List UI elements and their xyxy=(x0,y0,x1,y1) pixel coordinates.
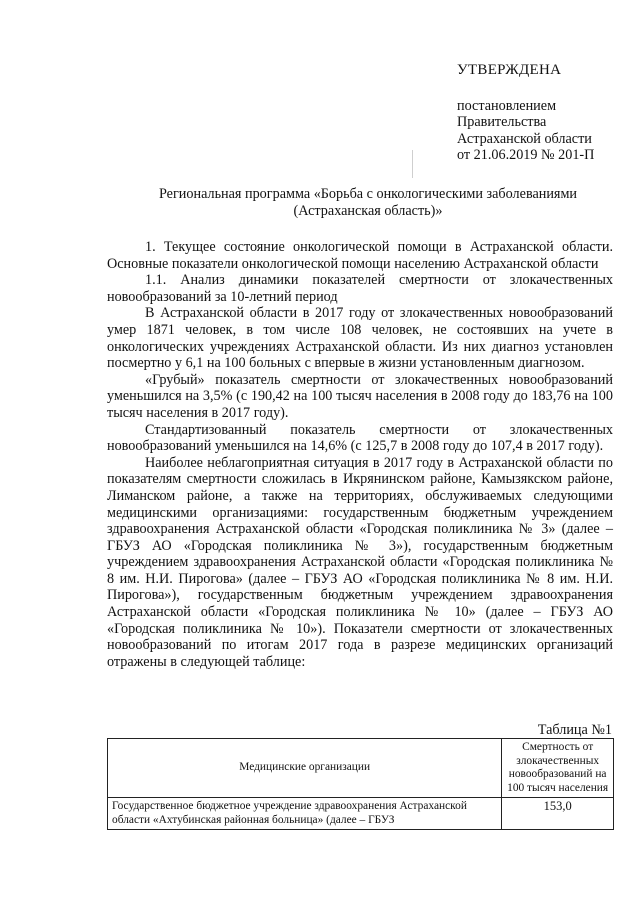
table-row xyxy=(108,798,614,830)
paragraph: Стандартизованный показатель смертности от злокачественных новообразований уменьшился на 14,6% (с 125,7 в 2008 году до 107,4 в 2017 году). xyxy=(107,421,613,455)
paragraph: «Грубый» показатель смертности от злокачественных новообразований уменьшился на 3,5% (с 190,42 на 100 тысяч населения в 2008 году до 183,76 на 100 тысяч населения в 2017 году). xyxy=(107,371,613,421)
mortality-table xyxy=(107,738,614,830)
approval-line: от 21.06.2019 № 201-П xyxy=(457,147,595,164)
table-cell-organization: Государственное бюджетное учреждение здравоохранения Астраханской области «Ахтубинская районная больница» (далее – ГБУЗ xyxy=(108,798,502,830)
section-heading: 1. Текущее состояние онкологической помощи в Астраханской области. Основные показатели онкологической помощи населению Астраханской области xyxy=(107,239,613,272)
approval-line: постановлением xyxy=(457,97,557,114)
approval-line: Правительства xyxy=(457,114,547,131)
document-body xyxy=(107,239,613,670)
title-line-2: (Астраханская область)» xyxy=(293,202,443,219)
approval-line: Астраханской области xyxy=(457,130,592,147)
column-header-mortality: Смертность от злокачественных новообразований на 100 тысяч населения xyxy=(502,739,614,798)
approval-stamp xyxy=(457,62,594,164)
paragraph: В Астраханской области в 2017 году от злокачественных новообразований умер 1871 человек, в том числе 108 человек, не состоявших на учете в онкологических учреждениях Астраханской области. Из них диагноз установлен посмертно у 6,1 на 100 больных с впервые в жизни установленным диагнозом. xyxy=(107,305,613,372)
table-caption: Таблица №1 xyxy=(537,722,612,738)
document-title xyxy=(108,186,628,220)
title-line-1: Региональная программа «Борьба с онкологическими заболеваниями xyxy=(158,186,578,202)
table-header-row xyxy=(108,739,614,798)
paragraph: Наиболее неблагоприятная ситуация в 2017 году в Астраханской области по показателям смертности сложилась в Икрянинском районе, Камызякском районе, Лиманском районе, а также на территориях, обслуживаемых следующими медицинскими организациями: государственным бюджетным учреждением здравоохранения Астраханской области «Городская поликлиника № 3» (далее – ГБУЗ АО «Городская поликлиника № 3»), государственным бюджетным учреждением здравоохранения Астраханской области «Городская поликлиника № 8 им. Н.И. Пирогова» (далее – ГБУЗ АО «Городская поликлиника № 8 им. Н.И. Пирогова»), государственным бюджетным учреждением здравоохранения Астраханской области «Городская поликлиника № 10» (далее – ГБУЗ АО «Городская поликлиника № 10»). Показатели смертности от злокачественных новообразований по итогам 2017 года в разрезе медицинских организаций отражены в следующей таблице: xyxy=(107,454,613,670)
column-header-organizations: Медицинские организации xyxy=(108,739,502,798)
subsection-heading: 1.1. Анализ динамики показателей смертности от злокачественных новообразований за 10-летний период xyxy=(107,272,613,305)
table-cell-value: 153,0 xyxy=(502,798,614,830)
approval-heading: УТВЕРЖДЕНА xyxy=(457,62,562,78)
scan-artifact-line xyxy=(412,150,413,178)
